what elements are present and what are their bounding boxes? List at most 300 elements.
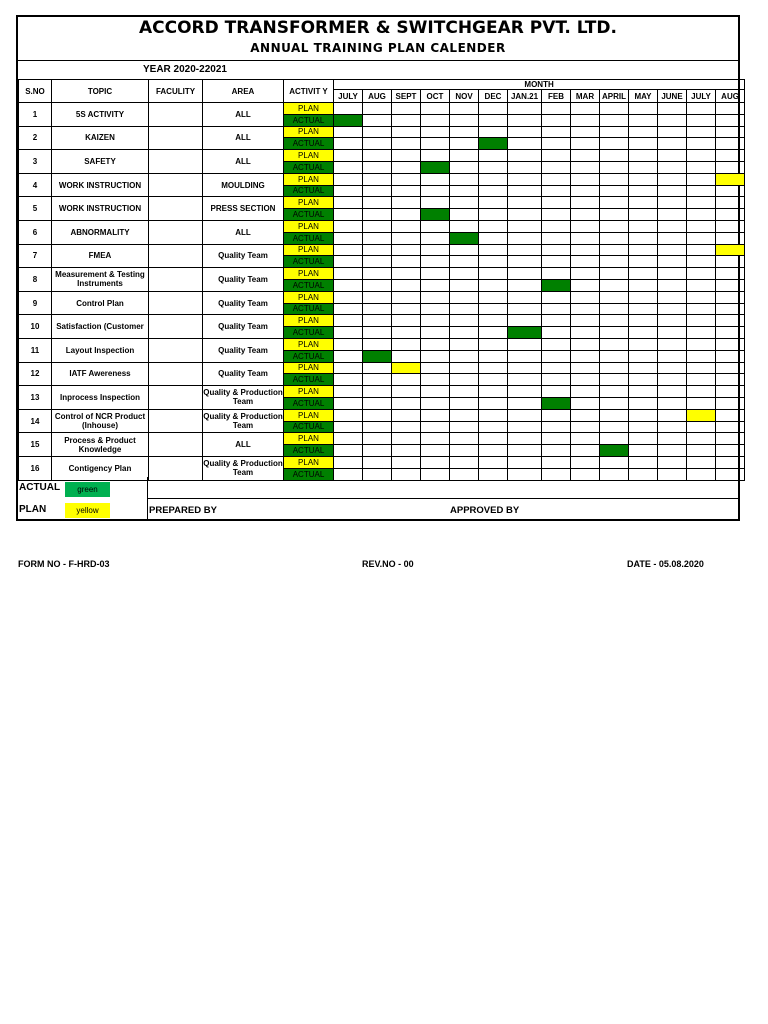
serial-number: 5 [19, 197, 52, 221]
plan-month-cell [334, 268, 363, 280]
plan-month-cell [687, 433, 716, 445]
plan-month-cell [363, 244, 392, 256]
plan-month-cell [479, 315, 508, 327]
actual-month-cell [571, 350, 600, 362]
plan-label: PLAN [284, 433, 334, 445]
actual-month-cell [600, 374, 629, 386]
plan-month-cell [658, 103, 687, 115]
actual-month-cell [363, 138, 392, 150]
plan-month-cell [542, 126, 571, 138]
actual-month-cell [687, 256, 716, 268]
plan-month-cell [392, 268, 421, 280]
plan-month-cell [334, 362, 363, 374]
plan-month-cell [450, 126, 479, 138]
plan-month-cell [363, 409, 392, 421]
plan-month-cell [542, 456, 571, 468]
plan-month-cell [334, 220, 363, 232]
plan-month-cell [421, 103, 450, 115]
plan-month-cell [716, 291, 745, 303]
table-row [19, 150, 745, 162]
topic-cell: FMEA [52, 244, 149, 268]
actual-month-cell [542, 350, 571, 362]
plan-month-cell [658, 197, 687, 209]
plan-month-cell [658, 362, 687, 374]
plan-month-cell [479, 433, 508, 445]
area-cell: PRESS SECTION [203, 197, 284, 221]
area-cell: Quality Team [203, 244, 284, 268]
actual-label: ACTUAL [284, 350, 334, 362]
serial-number: 4 [19, 173, 52, 197]
actual-month-cell [658, 350, 687, 362]
plan-month-cell [629, 150, 658, 162]
plan-month-cell [421, 338, 450, 350]
area-cell: ALL [203, 433, 284, 457]
actual-month-cell [542, 256, 571, 268]
actual-month-cell [658, 232, 687, 244]
legend-actual-swatch: green [65, 482, 110, 497]
plan-month-cell [571, 197, 600, 209]
plan-month-cell [629, 386, 658, 398]
actual-month-cell [716, 445, 745, 457]
plan-month-cell [716, 220, 745, 232]
actual-month-cell [629, 185, 658, 197]
plan-month-cell [363, 103, 392, 115]
actual-month-cell [629, 256, 658, 268]
month-header-cell: FEB [542, 90, 571, 103]
actual-month-cell [716, 256, 745, 268]
topic-cell: Process & Product Knowledge [52, 433, 149, 457]
actual-month-cell [392, 138, 421, 150]
legend-divider [147, 477, 148, 521]
plan-month-cell [479, 173, 508, 185]
actual-month-cell [450, 327, 479, 339]
actual-month-cell [571, 256, 600, 268]
table-row [19, 197, 745, 209]
month-header-cell: AUG [363, 90, 392, 103]
plan-month-cell [508, 197, 542, 209]
area-cell: Quality Team [203, 291, 284, 315]
plan-month-cell [363, 456, 392, 468]
actual-month-cell [421, 209, 450, 221]
year-label: YEAR 2020-22021 [143, 64, 227, 75]
actual-month-cell [479, 279, 508, 291]
plan-month-cell [542, 291, 571, 303]
topic-cell: KAIZEN [52, 126, 149, 150]
actual-month-cell [450, 421, 479, 433]
training-plan-table [18, 79, 745, 481]
actual-month-cell [542, 185, 571, 197]
plan-month-cell [421, 456, 450, 468]
plan-month-cell [629, 338, 658, 350]
actual-month-cell [334, 185, 363, 197]
actual-label: ACTUAL [284, 161, 334, 173]
actual-month-cell [450, 256, 479, 268]
actual-month-cell [479, 232, 508, 244]
actual-month-cell [334, 421, 363, 433]
revision-number: REV.NO - 00 [362, 559, 414, 569]
plan-month-cell [716, 338, 745, 350]
plan-month-cell [334, 197, 363, 209]
actual-month-cell [479, 256, 508, 268]
plan-month-cell [658, 220, 687, 232]
plan-month-cell [629, 173, 658, 185]
plan-month-cell [450, 268, 479, 280]
plan-month-cell [629, 268, 658, 280]
legend-area [18, 477, 738, 521]
actual-month-cell [479, 397, 508, 409]
plan-month-cell [629, 291, 658, 303]
plan-month-cell [421, 173, 450, 185]
month-header-cell: JULY [687, 90, 716, 103]
actual-month-cell [450, 303, 479, 315]
actual-month-cell [363, 279, 392, 291]
plan-month-cell [363, 386, 392, 398]
actual-month-cell [508, 397, 542, 409]
legend-plan-label: PLAN [19, 504, 47, 515]
actual-month-cell [716, 114, 745, 126]
plan-month-cell [450, 103, 479, 115]
plan-month-cell [508, 433, 542, 445]
serial-number: 10 [19, 315, 52, 339]
actual-month-cell [334, 303, 363, 315]
table-row [19, 362, 745, 374]
plan-month-cell [479, 362, 508, 374]
serial-number: 16 [19, 456, 52, 480]
actual-month-cell [571, 114, 600, 126]
actual-month-cell [392, 327, 421, 339]
plan-month-cell [508, 386, 542, 398]
plan-month-cell [450, 150, 479, 162]
topic-cell: IATF Awereness [52, 362, 149, 386]
actual-month-cell [392, 374, 421, 386]
serial-number: 14 [19, 409, 52, 433]
actual-month-cell [687, 161, 716, 173]
plan-month-cell [450, 244, 479, 256]
actual-month-cell [571, 303, 600, 315]
plan-month-cell [658, 126, 687, 138]
plan-month-cell [392, 386, 421, 398]
plan-label: PLAN [284, 291, 334, 303]
topic-cell: WORK INSTRUCTION [52, 197, 149, 221]
actual-month-cell [687, 445, 716, 457]
actual-month-cell [392, 397, 421, 409]
topic-cell: Control Plan [52, 291, 149, 315]
plan-month-cell [542, 433, 571, 445]
plan-month-cell [334, 244, 363, 256]
plan-month-cell [392, 103, 421, 115]
plan-month-cell [542, 315, 571, 327]
actual-month-cell [542, 138, 571, 150]
plan-month-cell [334, 173, 363, 185]
faculty-cell [149, 386, 203, 410]
plan-month-cell [658, 150, 687, 162]
plan-month-cell [629, 315, 658, 327]
actual-month-cell [658, 209, 687, 221]
company-name: ACCORD TRANSFORMER & SWITCHGEAR PVT. LTD. [139, 18, 617, 38]
plan-month-cell [479, 220, 508, 232]
plan-month-cell [629, 220, 658, 232]
plan-month-cell [392, 291, 421, 303]
topic-cell: SAFETY [52, 150, 149, 174]
actual-month-cell [508, 185, 542, 197]
plan-month-cell [600, 386, 629, 398]
actual-month-cell [479, 138, 508, 150]
actual-month-cell [571, 374, 600, 386]
plan-month-cell [334, 338, 363, 350]
plan-month-cell [392, 220, 421, 232]
activity-header: ACTIVIT Y [284, 80, 334, 103]
actual-month-cell [450, 232, 479, 244]
actual-month-cell [421, 161, 450, 173]
plan-month-cell [571, 126, 600, 138]
title-block [18, 17, 738, 61]
plan-month-cell [600, 409, 629, 421]
actual-month-cell [479, 209, 508, 221]
actual-month-cell [508, 350, 542, 362]
form-date: DATE - 05.08.2020 [627, 559, 704, 569]
plan-month-cell [716, 197, 745, 209]
plan-month-cell [629, 197, 658, 209]
actual-month-cell [450, 209, 479, 221]
actual-month-cell [600, 397, 629, 409]
actual-label: ACTUAL [284, 468, 334, 480]
actual-month-cell [508, 445, 542, 457]
actual-month-cell [600, 161, 629, 173]
actual-month-cell [421, 445, 450, 457]
actual-month-cell [542, 374, 571, 386]
actual-month-cell [363, 350, 392, 362]
area-cell: ALL [203, 103, 284, 127]
actual-month-cell [687, 397, 716, 409]
table-row [19, 409, 745, 421]
plan-month-cell [629, 362, 658, 374]
actual-month-cell [600, 350, 629, 362]
actual-month-cell [479, 161, 508, 173]
plan-month-cell [542, 220, 571, 232]
actual-month-cell [571, 421, 600, 433]
actual-month-cell [658, 374, 687, 386]
actual-month-cell [629, 114, 658, 126]
actual-month-cell [600, 303, 629, 315]
plan-month-cell [392, 362, 421, 374]
legend-plan-swatch: yellow [65, 503, 110, 518]
actual-label: ACTUAL [284, 232, 334, 244]
topic-cell: 5S ACTIVITY [52, 103, 149, 127]
serial-number: 6 [19, 220, 52, 244]
actual-month-cell [334, 161, 363, 173]
actual-month-cell [450, 138, 479, 150]
plan-month-cell [687, 409, 716, 421]
actual-month-cell [363, 114, 392, 126]
plan-month-cell [716, 315, 745, 327]
plan-month-cell [571, 103, 600, 115]
table-row [19, 126, 745, 138]
plan-month-cell [658, 456, 687, 468]
plan-month-cell [629, 409, 658, 421]
area-cell: ALL [203, 126, 284, 150]
actual-month-cell [363, 185, 392, 197]
plan-month-cell [600, 268, 629, 280]
plan-month-cell [571, 291, 600, 303]
faculty-cell [149, 220, 203, 244]
actual-label: ACTUAL [284, 374, 334, 386]
plan-month-cell [363, 173, 392, 185]
plan-month-cell [658, 268, 687, 280]
actual-month-cell [571, 138, 600, 150]
actual-month-cell [629, 232, 658, 244]
plan-month-cell [600, 244, 629, 256]
plan-month-cell [363, 362, 392, 374]
plan-month-cell [450, 433, 479, 445]
plan-month-cell [542, 197, 571, 209]
actual-month-cell [629, 279, 658, 291]
actual-month-cell [629, 374, 658, 386]
plan-month-cell [542, 268, 571, 280]
area-cell: MOULDING [203, 173, 284, 197]
actual-month-cell [450, 397, 479, 409]
actual-month-cell [542, 114, 571, 126]
plan-month-cell [450, 409, 479, 421]
plan-month-cell [658, 338, 687, 350]
month-header-cell: MAR [571, 90, 600, 103]
year-row [18, 61, 738, 81]
faculty-cell [149, 197, 203, 221]
actual-month-cell [542, 445, 571, 457]
plan-month-cell [687, 150, 716, 162]
plan-month-cell [716, 244, 745, 256]
actual-month-cell [600, 256, 629, 268]
month-header-cell: AUG [716, 90, 745, 103]
plan-month-cell [334, 409, 363, 421]
topic-cell: Layout Inspection [52, 338, 149, 362]
actual-month-cell [392, 232, 421, 244]
plan-month-cell [334, 150, 363, 162]
actual-month-cell [629, 161, 658, 173]
plan-month-cell [600, 362, 629, 374]
plan-month-cell [508, 150, 542, 162]
actual-month-cell [658, 327, 687, 339]
plan-month-cell [450, 456, 479, 468]
plan-month-cell [421, 409, 450, 421]
actual-month-cell [687, 303, 716, 315]
plan-month-cell [508, 244, 542, 256]
plan-month-cell [716, 456, 745, 468]
actual-month-cell [421, 374, 450, 386]
actual-month-cell [542, 421, 571, 433]
actual-month-cell [392, 256, 421, 268]
plan-month-cell [571, 433, 600, 445]
plan-month-cell [658, 291, 687, 303]
plan-month-cell [508, 173, 542, 185]
actual-month-cell [334, 445, 363, 457]
plan-month-cell [716, 126, 745, 138]
actual-month-cell [658, 279, 687, 291]
plan-month-cell [392, 409, 421, 421]
plan-month-cell [629, 103, 658, 115]
plan-month-cell [542, 173, 571, 185]
plan-month-cell [450, 197, 479, 209]
actual-month-cell [687, 114, 716, 126]
actual-month-cell [600, 279, 629, 291]
month-header-cell: DEC [479, 90, 508, 103]
faculty-cell [149, 409, 203, 433]
actual-month-cell [508, 421, 542, 433]
plan-label: PLAN [284, 268, 334, 280]
plan-month-cell [450, 338, 479, 350]
plan-month-cell [600, 433, 629, 445]
area-cell: Quality Team [203, 268, 284, 292]
plan-month-cell [363, 268, 392, 280]
actual-month-cell [479, 421, 508, 433]
actual-month-cell [687, 279, 716, 291]
plan-month-cell [542, 150, 571, 162]
topic-cell: Satisfaction (Customer [52, 315, 149, 339]
actual-month-cell [392, 421, 421, 433]
actual-month-cell [363, 421, 392, 433]
actual-month-cell [363, 397, 392, 409]
actual-month-cell [716, 185, 745, 197]
actual-month-cell [421, 397, 450, 409]
actual-month-cell [479, 445, 508, 457]
plan-month-cell [542, 362, 571, 374]
actual-month-cell [687, 421, 716, 433]
plan-month-cell [571, 456, 600, 468]
faculty-cell [149, 433, 203, 457]
actual-month-cell [600, 445, 629, 457]
plan-month-cell [542, 409, 571, 421]
plan-month-cell [542, 386, 571, 398]
actual-month-cell [392, 445, 421, 457]
plan-month-cell [479, 386, 508, 398]
table-row [19, 433, 745, 445]
actual-month-cell [334, 374, 363, 386]
actual-month-cell [571, 209, 600, 221]
plan-month-cell [421, 244, 450, 256]
plan-month-cell [450, 315, 479, 327]
topic-cell: WORK INSTRUCTION [52, 173, 149, 197]
plan-month-cell [508, 103, 542, 115]
plan-month-cell [334, 315, 363, 327]
actual-month-cell [716, 303, 745, 315]
actual-month-cell [421, 256, 450, 268]
plan-month-cell [658, 173, 687, 185]
actual-month-cell [334, 114, 363, 126]
plan-month-cell [392, 338, 421, 350]
actual-month-cell [421, 303, 450, 315]
plan-month-cell [658, 433, 687, 445]
plan-label: PLAN [284, 409, 334, 421]
plan-month-cell [334, 386, 363, 398]
actual-month-cell [629, 421, 658, 433]
actual-month-cell [600, 138, 629, 150]
plan-month-cell [600, 173, 629, 185]
plan-month-cell [508, 126, 542, 138]
actual-month-cell [629, 209, 658, 221]
plan-month-cell [421, 268, 450, 280]
plan-month-cell [508, 338, 542, 350]
actual-month-cell [421, 350, 450, 362]
plan-month-cell [716, 409, 745, 421]
actual-month-cell [629, 397, 658, 409]
area-header: AREA [203, 80, 284, 103]
area-cell: ALL [203, 220, 284, 244]
table-row [19, 103, 745, 115]
plan-month-cell [687, 126, 716, 138]
faculty-cell [149, 126, 203, 150]
actual-label: ACTUAL [284, 327, 334, 339]
plan-month-cell [571, 362, 600, 374]
table-row [19, 244, 745, 256]
